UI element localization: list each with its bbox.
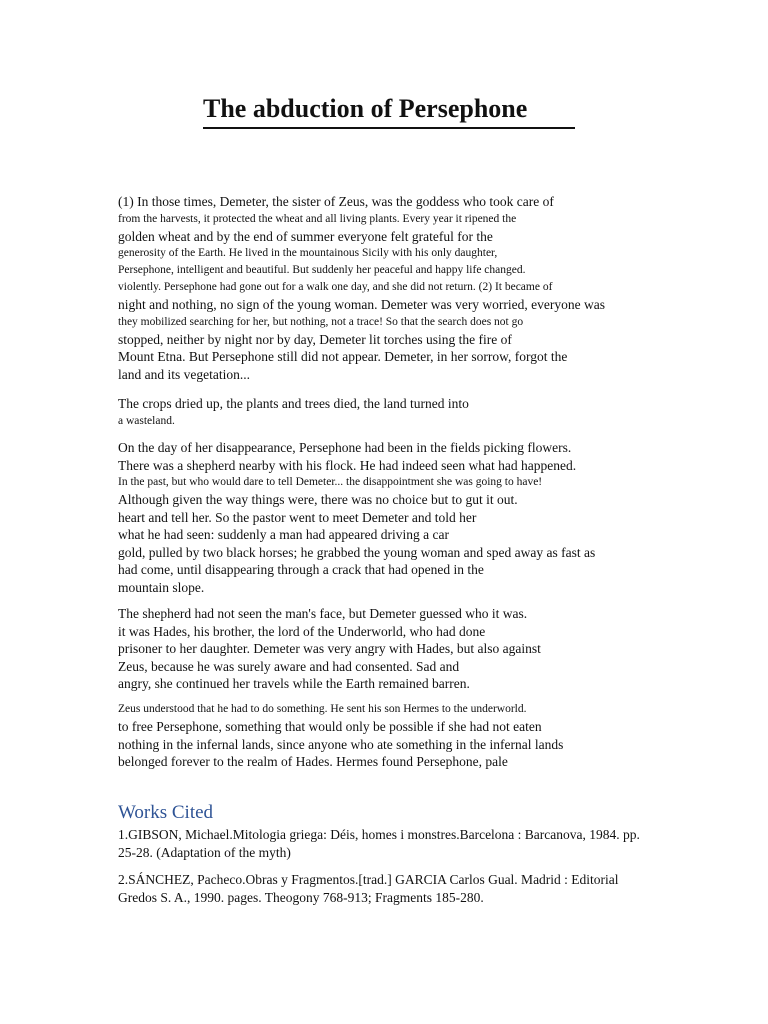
paragraph-line: they mobilized searching for her, but nothing, not a trace! So that the search does not go <box>118 315 524 328</box>
works-cited-heading: Works Cited <box>118 802 214 823</box>
paragraph-line: to free Persephone, something that would only be possible if she had not eaten <box>118 719 542 734</box>
paragraph-line: Although given the way things were, there was no choice but to gut it out. <box>118 492 518 507</box>
paragraph-line: a wasteland. <box>118 414 175 427</box>
citation-1: 1.GIBSON, Michael.Mitologia griega: Déis, homes i monstres.Barcelona : Barcanova, 1984. pp. 25-28. (Adaptation of the myth) <box>118 827 640 860</box>
paragraph-line: it was Hades, his brother, the lord of the Underworld, who had done <box>118 623 486 639</box>
paragraph-line: The shepherd had not seen the man's face, but Demeter guessed who it was. <box>118 606 528 621</box>
paragraph-line: Mount Etna. But Persephone still did not appear. Demeter, in her sorrow, forgot the <box>118 349 568 364</box>
paragraph-line: In the past, but who would dare to tell Demeter... the disappointment she was going to have! <box>118 476 543 488</box>
paragraph-line: prisoner to her daughter. Demeter was very angry with Hades, but also against <box>118 641 541 656</box>
paragraph-line: had come, until disappearing through a crack that had opened in the <box>118 562 484 577</box>
paragraph-line: nothing in the infernal lands, since anyone who ate something in the infernal lands <box>118 736 564 752</box>
paragraph-1 <box>118 193 718 383</box>
paragraph-line: (1) In those times, Demeter, the sister of Zeus, was the goddess who took care of <box>118 194 554 209</box>
paragraph-line: On the day of her disappearance, Persephone had been in the fields picking flowers. <box>118 440 572 455</box>
paragraph-3 <box>118 439 718 596</box>
paragraph-line: golden wheat and by the end of summer everyone felt grateful for the <box>118 228 493 244</box>
paragraph-line: generosity of the Earth. He lived in the mountainous Sicily with his only daughter, <box>118 247 498 259</box>
paragraph-line: gold, pulled by two black horses; he grabbed the young woman and sped away as fast as <box>118 544 596 560</box>
paragraph-line: from the harvests, it protected the wheat and all living plants. Every year it ripened the <box>118 212 517 225</box>
paragraph-line: night and nothing, no sign of the young woman. Demeter was very worried, everyone was <box>118 297 606 312</box>
paragraph-line: violently. Persephone had gone out for a walk one day, and she did not return. (2) It became of <box>118 281 553 293</box>
paragraph-line: mountain slope. <box>118 579 205 595</box>
paragraph-line: stopped, neither by night nor by day, Demeter lit torches using the fire of <box>118 331 512 347</box>
paragraph-line: The crops dried up, the plants and trees died, the land turned into <box>118 396 469 411</box>
document-title: The abduction of Persephone <box>203 93 575 129</box>
paragraph-2 <box>118 395 718 430</box>
paragraph-line: Persephone, intelligent and beautiful. But suddenly her peaceful and happy life changed. <box>118 264 526 276</box>
paragraph-line: There was a shepherd nearby with his flock. He had indeed seen what had happened. <box>118 457 577 473</box>
paragraph-4 <box>118 605 718 693</box>
paragraph-5 <box>118 701 718 771</box>
paragraph-line: angry, she continued her travels while the Earth remained barren. <box>118 676 470 691</box>
paragraph-line: Zeus, because he was surely aware and had consented. Sad and <box>118 658 460 674</box>
paragraph-line: what he had seen: suddenly a man had appeared driving a car <box>118 527 449 542</box>
paragraph-line: land and its vegetation... <box>118 366 250 382</box>
paragraph-line: heart and tell her. So the pastor went to meet Demeter and told her <box>118 509 477 525</box>
citation-2: 2.SÁNCHEZ, Pacheco.Obras y Fragmentos.[trad.] GARCIA Carlos Gual. Madrid : Editorial Gredos S. A., 1990. pages. Theogony 768-913; Fragments 185-280. <box>118 872 619 905</box>
paragraph-line: belonged forever to the realm of Hades. Hermes found Persephone, pale <box>118 754 508 769</box>
paragraph-line: Zeus understood that he had to do something. He sent his son Hermes to the underworld. <box>118 703 527 715</box>
